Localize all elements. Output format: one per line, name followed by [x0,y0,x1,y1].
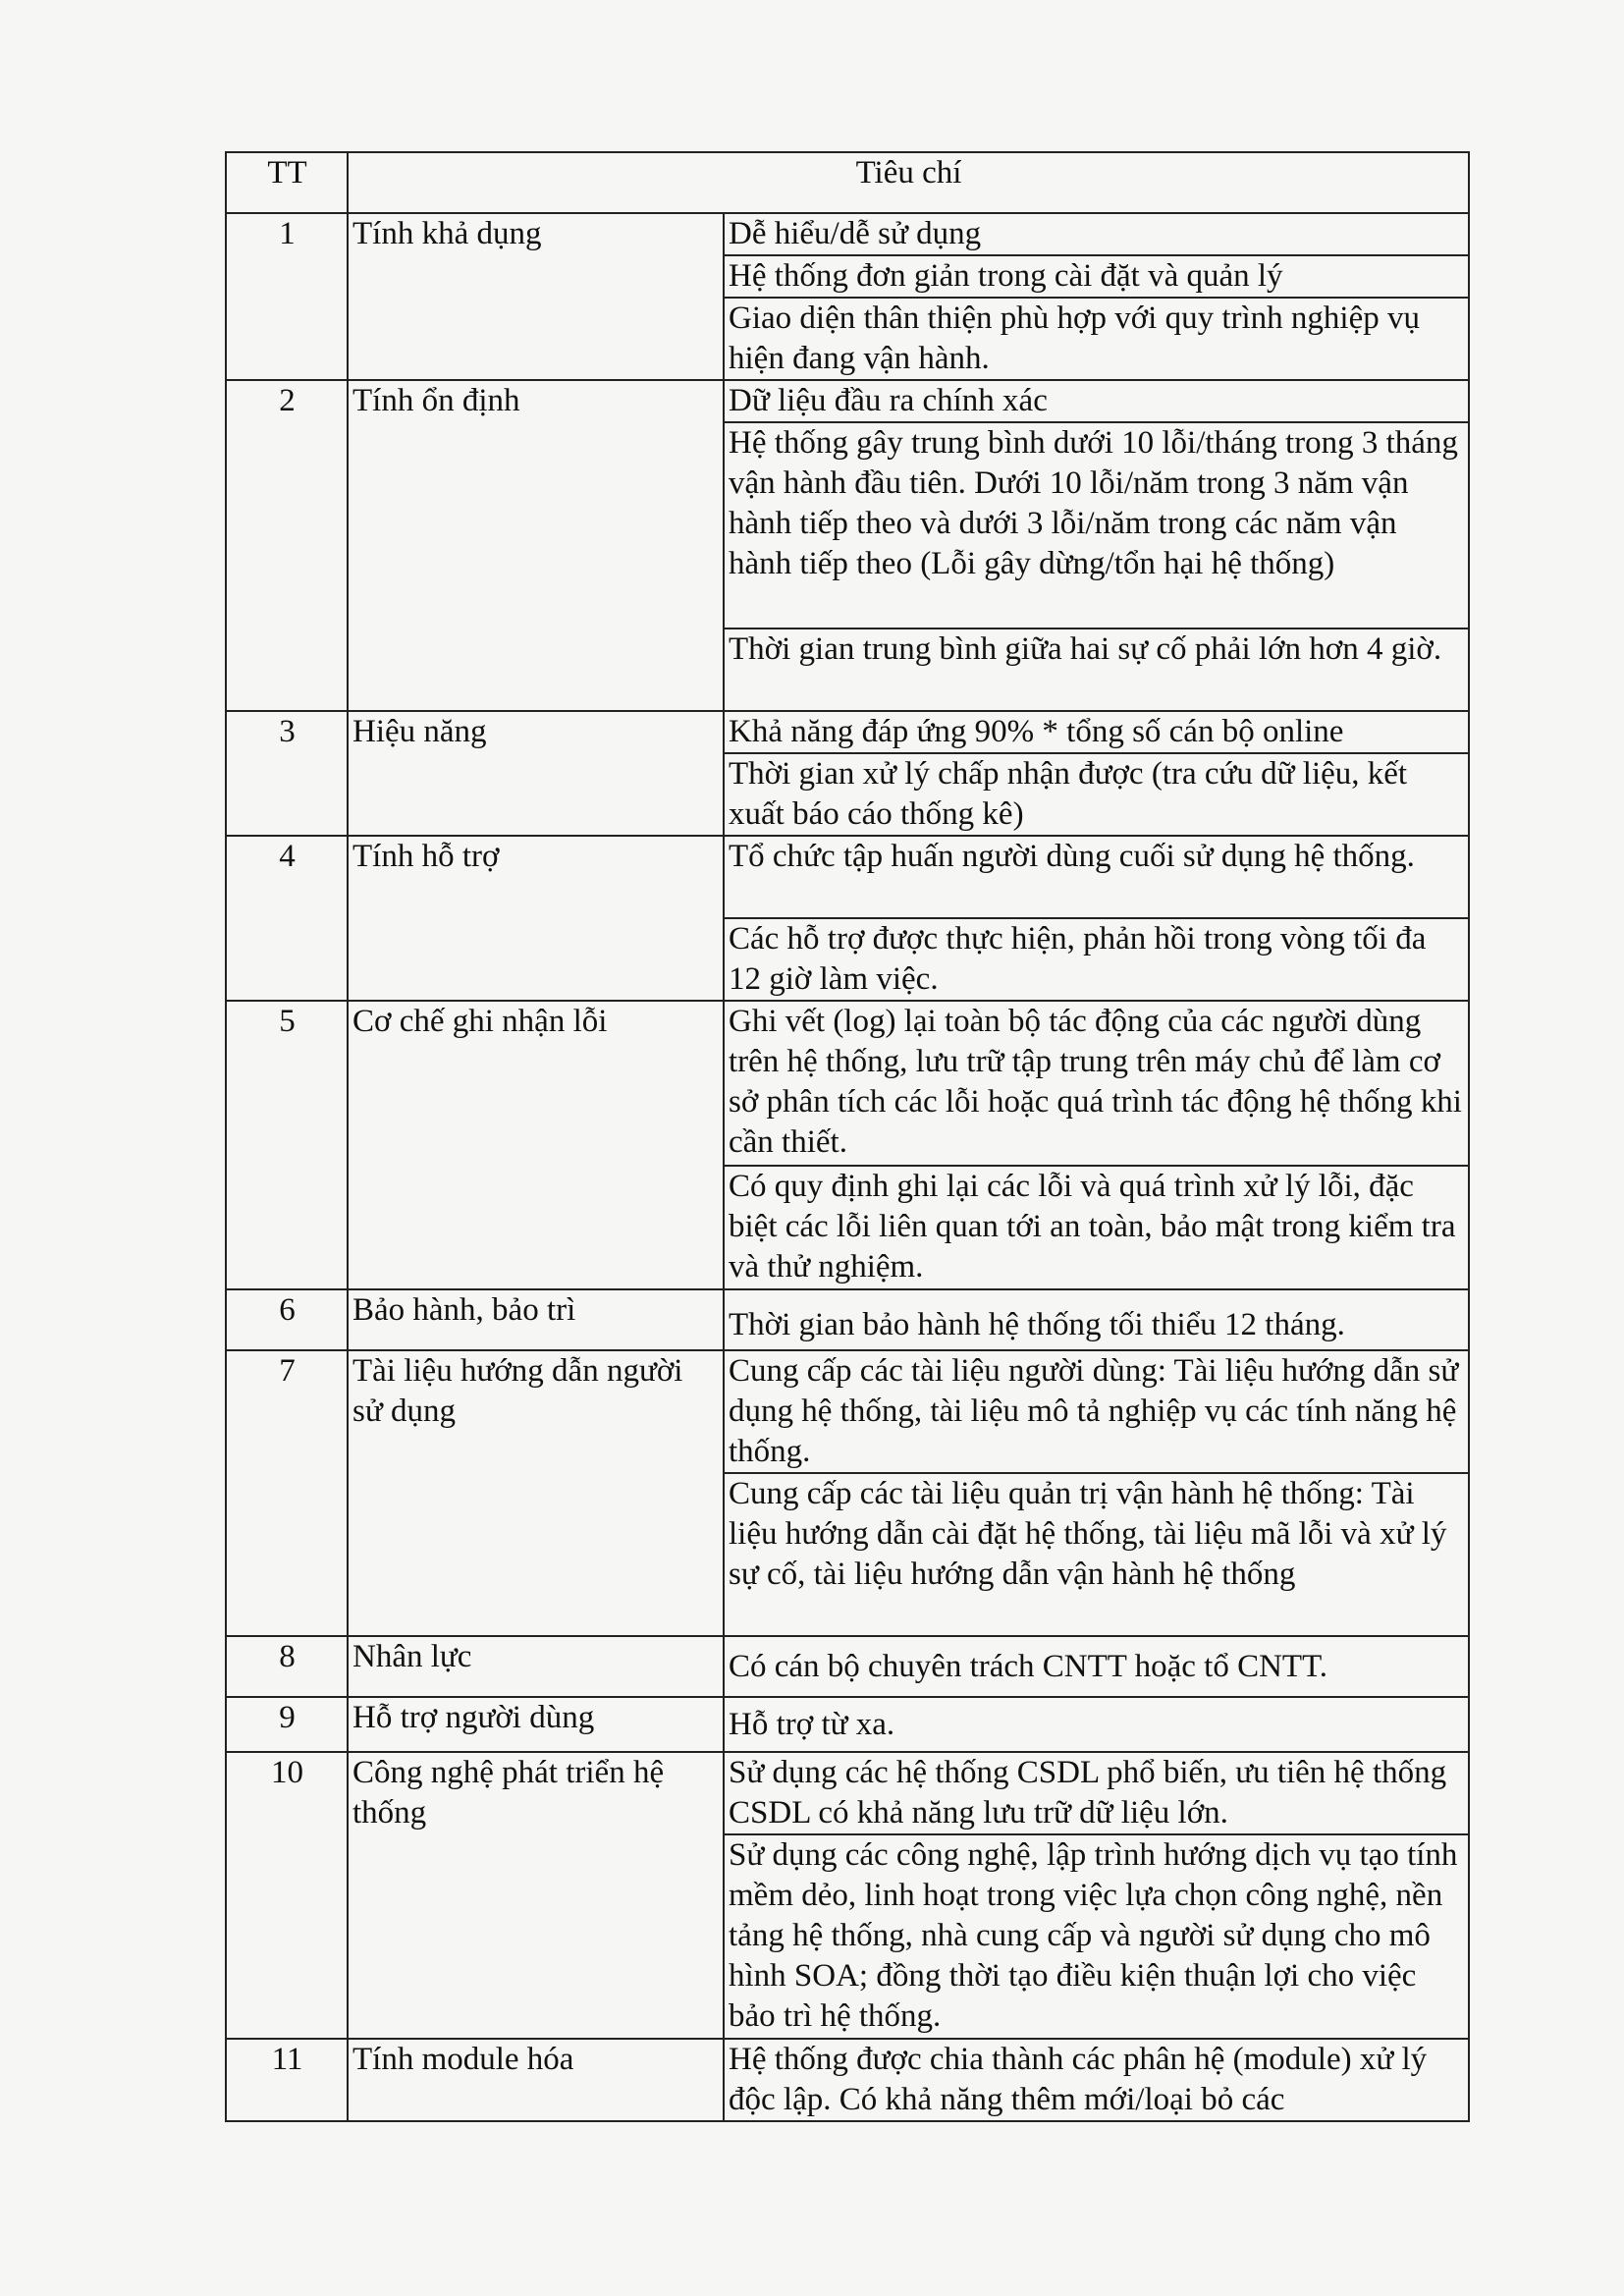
table-row [226,1001,1469,1166]
row-number: 11 [226,2039,348,2121]
row-number: 2 [226,380,348,711]
row-number: 1 [226,213,348,380]
criterion-name: Tính khả dụng [348,213,724,380]
criterion-detail: Cung cấp các tài liệu quản trị vận hành hệ thống: Tài liệu hướng dẫn cài đặt hệ thống, tài liệu mã lỗi và xử lý sự cố, tài liệu hướng dẫn vận hành hệ thống [724,1473,1469,1636]
table-row [226,213,1469,255]
row-number: 4 [226,836,348,1001]
criterion-detail: Các hỗ trợ được thực hiện, phản hồi trong vòng tối đa 12 giờ làm việc. [724,918,1469,1001]
criterion-detail: Tổ chức tập huấn người dùng cuối sử dụng hệ thống. [724,836,1469,918]
criterion-detail: Sử dụng các hệ thống CSDL phổ biến, ưu tiên hệ thống CSDL có khả năng lưu trữ dữ liệu lớn. [724,1752,1469,1834]
criterion-name: Cơ chế ghi nhận lỗi [348,1001,724,1289]
criterion-detail: Thời gian trung bình giữa hai sự cố phải lớn hơn 4 giờ. [724,629,1469,711]
table-row [226,2039,1469,2121]
criterion-name: Tài liệu hướng dẫn người sử dụng [348,1350,724,1636]
criterion-name: Công nghệ phát triển hệ thống [348,1752,724,2039]
table-row [226,836,1469,918]
criterion-detail: Thời gian bảo hành hệ thống tối thiểu 12 tháng. [724,1289,1469,1350]
row-number: 10 [226,1752,348,2039]
criterion-detail: Hệ thống gây trung bình dưới 10 lỗi/tháng trong 3 tháng vận hành đầu tiên. Dưới 10 lỗi/năm trong 3 năm vận hành tiếp theo và dưới 3 lỗi/năm trong các năm vận hành tiếp theo (Lỗi gây dừng/tổn hại hệ thống) [724,422,1469,629]
criterion-detail: Ghi vết (log) lại toàn bộ tác động của các người dùng trên hệ thống, lưu trữ tập trung trên máy chủ để làm cơ sở phân tích các lỗi hoặc quá trình tác động hệ thống khi cần thiết. [724,1001,1469,1166]
criterion-name: Bảo hành, bảo trì [348,1289,724,1350]
row-number: 8 [226,1636,348,1697]
criterion-name: Tính hỗ trợ [348,836,724,1001]
criterion-detail: Có quy định ghi lại các lỗi và quá trình xử lý lỗi, đặc biệt các lỗi liên quan tới an toàn, bảo mật trong kiểm tra và thử nghiệm. [724,1166,1469,1289]
criterion-name: Nhân lực [348,1636,724,1697]
table-row [226,1289,1469,1350]
table-row [226,1350,1469,1473]
criterion-detail: Dễ hiểu/dễ sử dụng [724,213,1469,255]
header-criteria: Tiêu chí [348,152,1469,213]
criteria-table [225,151,1470,2122]
table-row [226,711,1469,753]
criterion-detail: Hệ thống được chia thành các phân hệ (module) xử lý độc lập. Có khả năng thêm mới/loại bỏ các [724,2039,1469,2121]
criterion-detail: Giao diện thân thiện phù hợp với quy trình nghiệp vụ hiện đang vận hành. [724,298,1469,380]
criterion-detail: Có cán bộ chuyên trách CNTT hoặc tổ CNTT. [724,1636,1469,1697]
row-number: 7 [226,1350,348,1636]
header-tt: TT [226,152,348,213]
row-number: 5 [226,1001,348,1289]
row-number: 6 [226,1289,348,1350]
row-number: 9 [226,1697,348,1752]
table-row [226,1697,1469,1752]
criterion-name: Hiệu năng [348,711,724,836]
criterion-detail: Sử dụng các công nghệ, lập trình hướng dịch vụ tạo tính mềm dẻo, linh hoạt trong việc lựa chọn công nghệ, nền tảng hệ thống, nhà cung cấp và người sử dụng cho mô hình SOA; đồng thời tạo điều kiện thuận lợi cho việc bảo trì hệ thống. [724,1834,1469,2039]
criterion-detail: Hỗ trợ từ xa. [724,1697,1469,1752]
table-header-row [226,152,1469,213]
row-number: 3 [226,711,348,836]
table-row [226,380,1469,422]
criterion-name: Hỗ trợ người dùng [348,1697,724,1752]
criterion-detail: Khả năng đáp ứng 90% * tổng số cán bộ online [724,711,1469,753]
criterion-detail: Hệ thống đơn giản trong cài đặt và quản lý [724,255,1469,298]
criterion-detail: Cung cấp các tài liệu người dùng: Tài liệu hướng dẫn sử dụng hệ thống, tài liệu mô tả nghiệp vụ các tính năng hệ thống. [724,1350,1469,1473]
criterion-detail: Dữ liệu đầu ra chính xác [724,380,1469,422]
criterion-detail: Thời gian xử lý chấp nhận được (tra cứu dữ liệu, kết xuất báo cáo thống kê) [724,753,1469,836]
table-row [226,1752,1469,1834]
table-row [226,1636,1469,1697]
criterion-name: Tính module hóa [348,2039,724,2121]
criterion-name: Tính ổn định [348,380,724,711]
